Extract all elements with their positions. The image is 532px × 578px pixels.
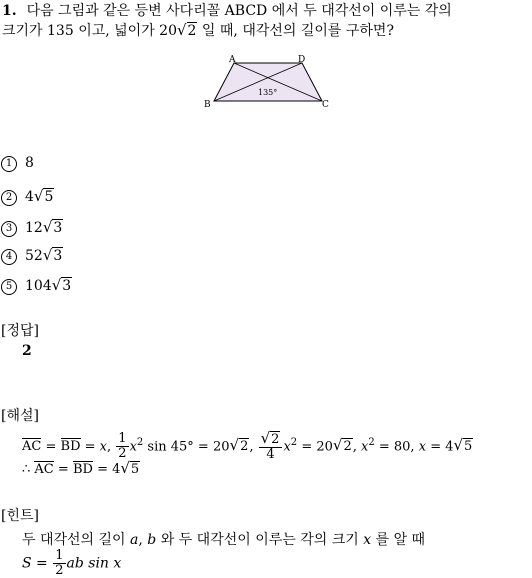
hint-line-1: 두 대각선의 길이 a, b 와 두 대각선이 이루는 각의 크기 x 를 알 때 — [22, 532, 426, 548]
sol-eq2: = 20 — [301, 439, 333, 455]
hint-text-2: 와 두 대각선이 이루는 각의 크기 — [156, 532, 364, 548]
choice-coef-2: 4 — [25, 189, 34, 205]
choice-3[interactable]: 3 12√3 — [1, 218, 63, 237]
answer-value: 2 — [22, 343, 32, 359]
hint-line-2: S = $\frac{1}{2}$ ab sin x — [22, 548, 122, 578]
sol-x: x — [99, 439, 108, 455]
therefore-symbol: ∴ — [22, 462, 31, 477]
sol-bd: BD — [60, 439, 81, 455]
sol-xval: = 4 — [430, 439, 454, 455]
hint-x: x — [363, 532, 372, 548]
question-line-1 — [2, 0, 452, 20]
solution-line-1: AC = BD = x, $\frac{1}{2}$ $x^2$ sin 45° = 20√2, $\frac{√2}{4}$ $x^2 = 20√2$, $x^2 = 80$, x = 4√5 — [22, 429, 473, 463]
choice-4[interactable]: 4 52√3 — [1, 246, 63, 265]
hint-label: [힌트] — [1, 508, 39, 524]
question-number: 1. — [2, 3, 17, 19]
answer-label: [정답] — [1, 323, 39, 339]
hint-a: a — [130, 532, 139, 548]
choice-rad-4: 3 — [53, 248, 63, 264]
choice-rad-5: 3 — [62, 278, 72, 294]
choice-1[interactable] — [1, 155, 34, 172]
sol-frac-root2-4: $\frac{√2}{4}$ — [259, 431, 283, 462]
label-d: D — [298, 55, 306, 65]
question-text-2a: 크기가 135 이고, 넓이가 20 — [2, 23, 177, 39]
sol-frac-half: $\frac{1}{2}$ — [118, 431, 127, 462]
choice-mark-2: 2 — [1, 190, 17, 206]
trapezoid-diagram — [200, 52, 335, 110]
choice-2[interactable]: 2 4√5 — [1, 187, 54, 206]
sol-last: = 4 — [97, 462, 121, 477]
angle-label: 135° — [258, 88, 278, 97]
hint-b: b — [147, 532, 157, 548]
choice-mark-4: 4 — [1, 249, 17, 265]
hint-frac: $\frac{1}{2}$ — [55, 548, 64, 578]
hint-text-1: 두 대각선의 길이 — [22, 532, 131, 548]
question-text-2b: 일 때, 대각선의 길이를 구하면? — [197, 23, 394, 39]
choice-mark-5: 5 — [1, 279, 17, 295]
hint-text-3: 를 알 때 — [371, 532, 426, 548]
choice-mark-1: 1 — [1, 156, 17, 172]
choice-rad-3: 3 — [53, 220, 63, 236]
question-line-2 — [2, 20, 394, 40]
choice-5[interactable]: 5 104√3 — [1, 276, 72, 295]
sqrt-2: √2 — [176, 21, 197, 39]
choice-coef-5: 104 — [25, 278, 52, 294]
label-a: A — [229, 55, 236, 65]
solution-label: [해설] — [1, 408, 39, 424]
solution-line-2: ∴ AC = BD = 4√5 — [22, 459, 140, 477]
choice-coef-3: 12 — [25, 220, 43, 236]
hint-formula: ab sin x — [66, 555, 122, 572]
question-text-1: 다음 그림과 같은 등변 사다리꼴 ABCD 에서 두 대각선이 이루는 각의 — [26, 3, 452, 19]
sol-x2: = 80, — [378, 439, 419, 455]
sol-ac: AC — [22, 439, 42, 455]
label-b: B — [204, 100, 211, 110]
choice-coef-4: 52 — [25, 248, 43, 264]
radicand: 2 — [187, 23, 197, 39]
sol-sin45: sin 45° = 20 — [147, 439, 230, 455]
label-c: C — [322, 100, 329, 110]
choice-text-1: 8 — [25, 155, 34, 171]
choice-mark-3: 3 — [1, 221, 17, 237]
choice-rad-2: 5 — [44, 189, 54, 205]
hint-s: S — [22, 555, 32, 572]
